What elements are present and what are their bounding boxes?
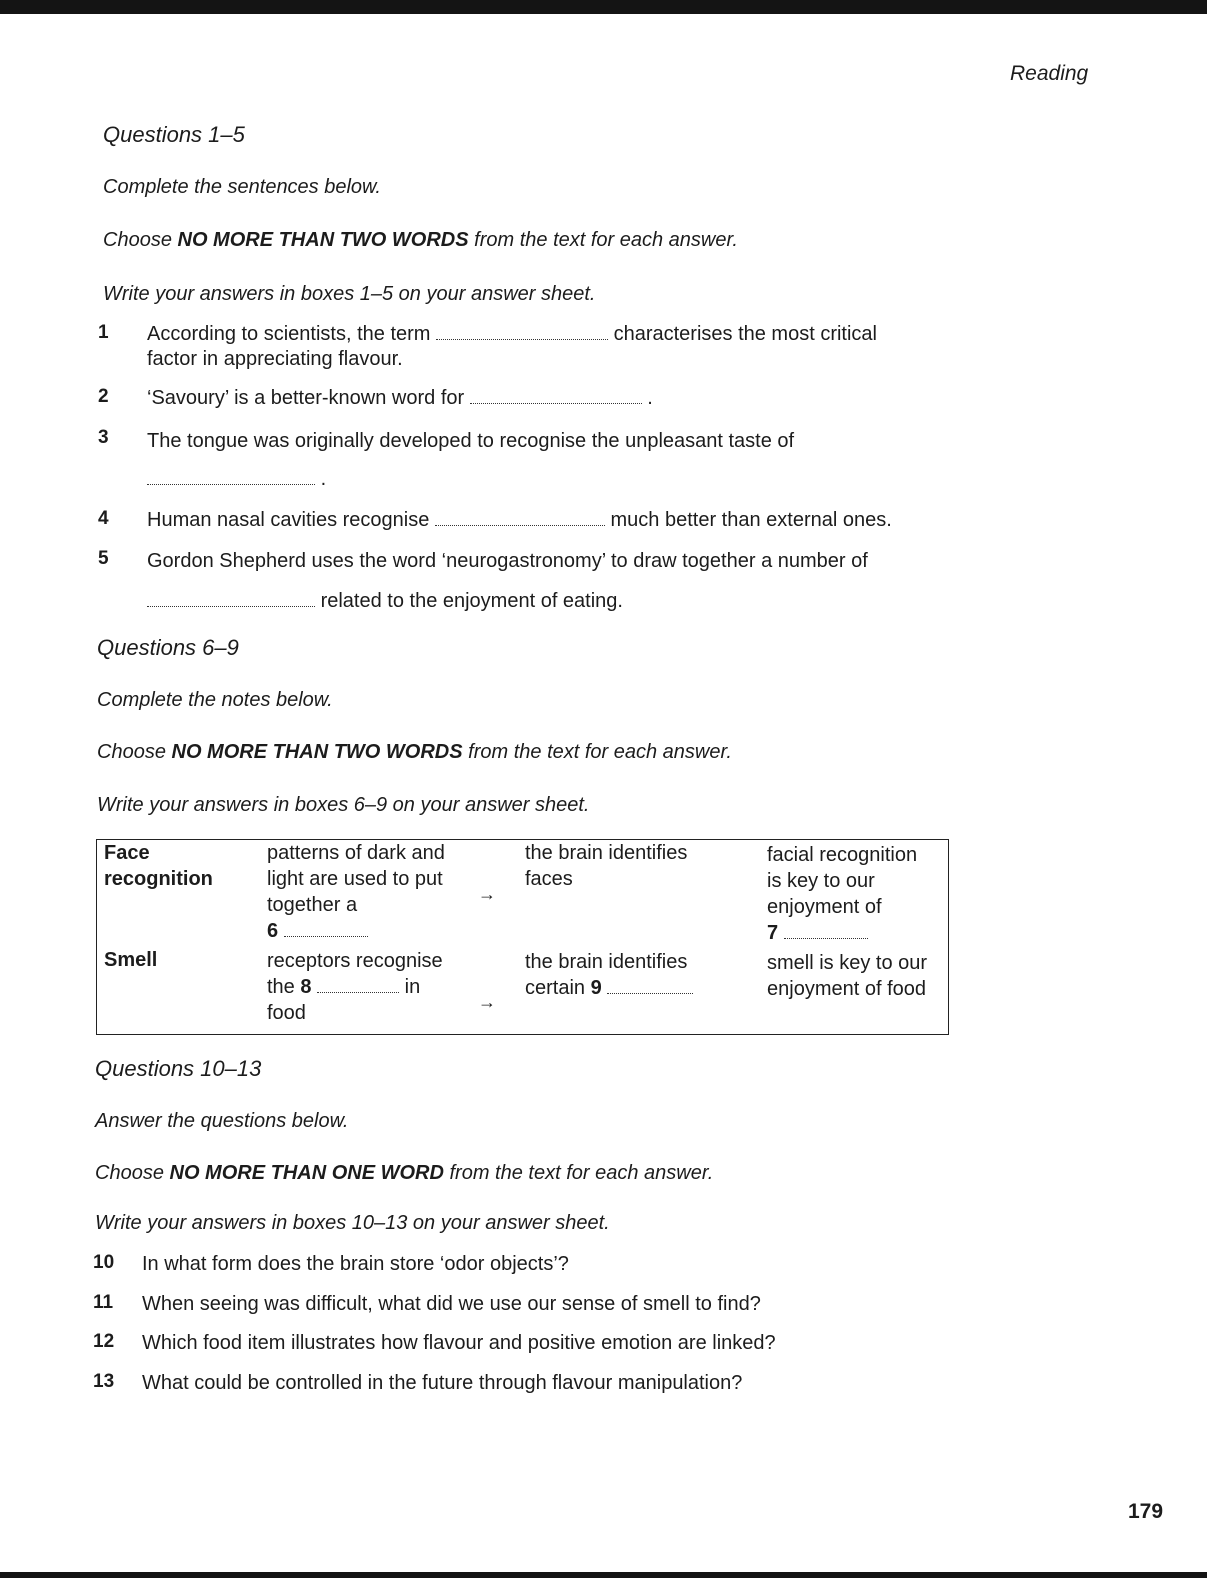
answer-blank-7[interactable] — [784, 922, 868, 939]
instruction-complete-notes: Complete the notes below. — [97, 689, 333, 711]
question-number: 12 — [93, 1331, 115, 1352]
question-number: 2 — [98, 386, 109, 407]
question-5-text: Gordon Shepherd uses the word ‘neurogastronomy’ to draw together a number of — [147, 550, 868, 572]
face-brain-note: the brain identifies faces — [525, 842, 688, 890]
question-3-blank-line: . — [147, 467, 326, 491]
question-number: 13 — [93, 1371, 115, 1392]
smell-enjoyment-note: smell is key to our enjoyment of food — [767, 952, 928, 1000]
arrow-icon: → — [478, 992, 496, 1012]
question-number: 5 — [98, 548, 109, 569]
answer-blank-5[interactable] — [147, 590, 315, 607]
section-heading-q6-9: Questions 6–9 — [97, 635, 239, 660]
section-heading-q1-5: Questions 1–5 — [103, 122, 245, 147]
question-number: 4 — [98, 508, 109, 529]
instruction-answer-questions: Answer the questions below. — [95, 1110, 349, 1132]
bottom-edge-bar — [0, 1572, 1207, 1578]
instruction-word-limit: Choose NO MORE THAN ONE WORD from the text for each answer. — [95, 1162, 714, 1184]
face-pattern-note: patterns of dark and light are used to put together a 6 — [267, 842, 445, 942]
question-1-text: According to scientists, the term characterises the most critical — [147, 323, 877, 345]
smell-receptor-note: receptors recognise the 8 in food — [267, 950, 443, 1024]
instruction-word-limit: Choose NO MORE THAN TWO WORDS from the text for each answer. — [103, 229, 738, 251]
answer-blank-8[interactable] — [317, 976, 399, 993]
instruction-answer-boxes: Write your answers in boxes 6–9 on your answer sheet. — [97, 794, 590, 816]
smell-brain-note: the brain identifies certain 9 — [525, 949, 693, 1001]
answer-blank-9[interactable] — [607, 977, 693, 994]
question-4-text: Human nasal cavities recognise much better than external ones. — [147, 509, 892, 531]
running-header: Reading — [1010, 62, 1089, 85]
question-13-text: What could be controlled in the future through flavour manipulation? — [142, 1372, 743, 1394]
question-11-text: When seeing was difficult, what did we use our sense of smell to find? — [142, 1293, 761, 1315]
answer-blank-1[interactable] — [436, 323, 608, 340]
top-edge-bar — [0, 0, 1207, 14]
instruction-complete: Complete the sentences below. — [103, 176, 381, 198]
question-number: 10 — [93, 1252, 115, 1273]
page-number: 179 — [1128, 1500, 1164, 1523]
answer-blank-6[interactable] — [284, 920, 368, 937]
question-12-text: Which food item illustrates how flavour and positive emotion are linked? — [142, 1332, 776, 1354]
answer-blank-2[interactable] — [470, 387, 642, 404]
question-number: 11 — [93, 1292, 114, 1313]
question-10-text: In what form does the brain store ‘odor objects’? — [142, 1253, 569, 1275]
section-heading-q10-13: Questions 10–13 — [95, 1056, 262, 1081]
row-label-smell: Smell — [104, 949, 158, 971]
question-1-text-cont: factor in appreciating flavour. — [147, 348, 403, 370]
question-2-text: ‘Savoury’ is a better-known word for . — [147, 387, 653, 409]
face-enjoyment-note: facial recognition is key to our enjoyment of 7 — [767, 844, 918, 944]
question-number: 3 — [98, 427, 109, 448]
row-label-face-recognition: Face recognition — [104, 842, 213, 890]
instruction-word-limit: Choose NO MORE THAN TWO WORDS from the text for each answer. — [97, 741, 732, 763]
answer-blank-4[interactable] — [435, 509, 605, 526]
instruction-answer-boxes: Write your answers in boxes 10–13 on your answer sheet. — [95, 1212, 610, 1234]
answer-blank-3[interactable] — [147, 468, 315, 485]
question-3-text: The tongue was originally developed to recognise the unpleasant taste of — [147, 430, 795, 452]
arrow-icon: → — [478, 884, 496, 904]
notes-table — [96, 839, 949, 1035]
instruction-answer-boxes: Write your answers in boxes 1–5 on your answer sheet. — [103, 283, 596, 305]
question-number: 1 — [98, 322, 109, 343]
question-5-blank-line: related to the enjoyment of eating. — [147, 589, 623, 613]
